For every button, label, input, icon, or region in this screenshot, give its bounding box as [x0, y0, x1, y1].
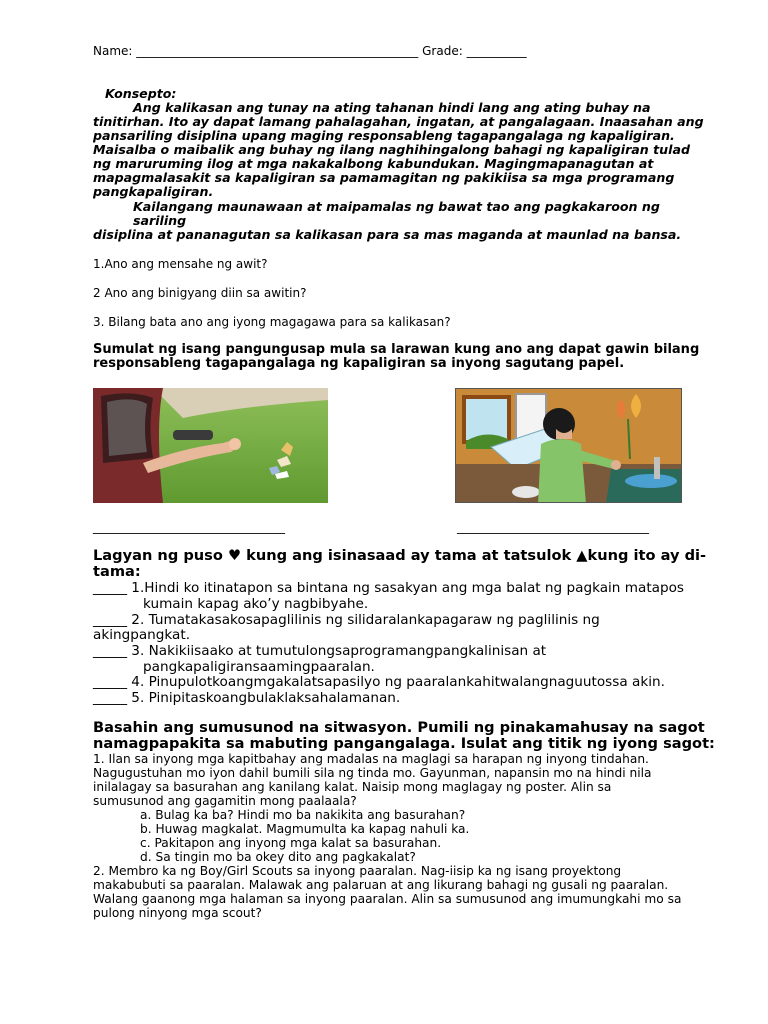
concept-line-2: tinitirhan. Ito ay dapat lamang pahalagahan, ingatan, at pangalagaan. Inaasahan ang: [93, 114, 704, 129]
concept-line-4: Maisalba o maibalik ang buhay ng ilang naghihingalong bahagi ng kapaligiran tulad: [93, 142, 690, 157]
q1-choice-c[interactable]: c. Pakitapon ang inyong mga kalat sa basurahan.: [140, 836, 442, 850]
q1-line-1: 1. Ilan sa inyong mga kapitbahay ang madalas na maglagi sa harapan ng inyong tindahan.: [93, 752, 649, 766]
section-3-title-line-2: namagpapakita sa mabuting pangangalaga. Isulat ang titik ng iyong sagot:: [93, 735, 715, 752]
concept-line-6: mapagmalasakit sa kapaligiran sa pamamagitan ng pakikiisa sa mga programang: [93, 170, 675, 185]
tf-item-2: _____ 2. Tumatakasakosapaglilinis ng silidaralankapagaraw ng paglilinis ng: [93, 612, 600, 628]
concept-heading: Konsepto:: [105, 86, 177, 101]
concept-line-3: pansariling disiplina upang maging responsableng tagapangalaga ng kapaligiran.: [93, 128, 675, 143]
concept-line-5: ng maruruming ilog at mga nakakalbong kabundukan. Magingmapanagutan at: [93, 156, 654, 171]
concept-line-7: pangkapaligiran.: [93, 184, 214, 199]
name-label: Name:: [93, 44, 133, 58]
grade-label: Grade:: [422, 44, 463, 58]
question-1: 1.Ano ang mensahe ng awit?: [93, 257, 268, 271]
name-grade-line: [93, 44, 527, 58]
tf-blank[interactable]: _____: [93, 612, 127, 628]
name-blank[interactable]: _______________________________________________: [136, 44, 419, 58]
q1-line-4: sumusunod ang gagamitin mong paalaala?: [93, 794, 357, 808]
question-2: 2 Ano ang binigyang diin sa awitin?: [93, 286, 307, 300]
tf-item-4: _____ 4. Pinupulotkoangmgakalatsapasilyo ng paaralankahitwalangnaguutossa akin.: [93, 674, 665, 690]
concept-line-1: Ang kalikasan ang tunay na ating tahanan hindi lang ang ating buhay na: [133, 100, 651, 115]
tf-item-1: _____ 1.Hindi ko itinatapon sa bintana ng sasakyan ang mga balat ng pagkain matapos: [93, 580, 685, 596]
q1-choice-d[interactable]: d. Sa tingin mo ba okey dito ang pagkakalat?: [140, 850, 416, 864]
tf-blank[interactable]: _____: [93, 643, 127, 659]
tf-blank[interactable]: _____: [93, 674, 127, 690]
grade-blank[interactable]: __________: [466, 44, 527, 58]
instruction-1-line-2: responsableng tagapangalaga ng kapaligiran sa inyong sagutang papel.: [93, 356, 625, 371]
tf-item-5: _____ 5. Pinipitaskoangbulaklaksahalamanan.: [93, 690, 401, 706]
concept-line-9: sariling: [133, 213, 187, 228]
q1-choice-b[interactable]: b. Huwag magkalat. Magmumulta ka kapag nahuli ka.: [140, 822, 470, 836]
tf-item-3-cont: pangkapaligiransaamingpaaralan.: [143, 659, 375, 675]
concept-line-8: Kailangang maunawaan at maipamalas ng bawat tao ang pagkakaroon ng: [133, 199, 660, 214]
q2-line-3: Walang gaanong mga halaman sa inyong paaralan. Alin sa sumusunod ang imumungkahi mo sa: [93, 892, 682, 906]
tf-item-3: _____ 3. Nakikiisaako at tumutulongsaprogramangpangkalinisan at: [93, 643, 547, 659]
tf-blank[interactable]: _____: [93, 690, 127, 706]
concept-line-10: disiplina at pananagutan sa kalikasan para sa mas maganda at maunlad na bansa.: [93, 227, 682, 242]
instruction-1-line-1: Sumulat ng isang pangungusap mula sa larawan kung ano ang dapat gawin bilang: [93, 342, 700, 357]
section-3-title-line-1: Basahin ang sumusunod na sitwasyon. Pumili ng pinakamahusay na sagot: [93, 719, 705, 736]
littering-car-image: [93, 388, 328, 503]
q1-line-3: inilalagay sa basurahan ang kanilang kalat. Naisip mong maglagay ng poster. Alin sa: [93, 780, 612, 794]
question-3: 3. Bilang bata ano ang iyong magagawa para sa kalikasan?: [93, 315, 451, 329]
answer-line-2[interactable]: ________________________________: [457, 520, 649, 534]
tf-blank[interactable]: _____: [93, 580, 127, 596]
q2-line-2: makabubuti sa paaralan. Malawak ang palaruan at ang likurang bahagi ng gusali ng paaralan.: [93, 878, 669, 892]
q1-choice-a[interactable]: a. Bulag ka ba? Hindi mo ba nakikita ang basurahan?: [140, 808, 466, 822]
q2-line-1: 2. Membro ka ng Boy/Girl Scouts sa inyong paaralan. Nag-iisip ka ng isang proyektong: [93, 864, 622, 878]
answer-line-1[interactable]: ________________________________: [93, 520, 285, 534]
q2-line-4: pulong ninyong mga scout?: [93, 906, 262, 920]
section-2-title-line-1: Lagyan ng puso ♥ kung ang isinasaad ay tama at tatsulok ▲kung ito ay di-: [93, 547, 707, 564]
boy-sink-image: [455, 388, 682, 503]
tf-item-2-cont: akingpangkat.: [93, 627, 191, 643]
q1-line-2: Nagugustuhan mo iyon dahil bumili sila ng tinda mo. Gayunman, napansin mo na hindi nila: [93, 766, 652, 780]
section-2-title-line-2: tama:: [93, 563, 141, 580]
tf-item-1-cont: kumain kapag ako’y nagbibyahe.: [143, 596, 369, 612]
